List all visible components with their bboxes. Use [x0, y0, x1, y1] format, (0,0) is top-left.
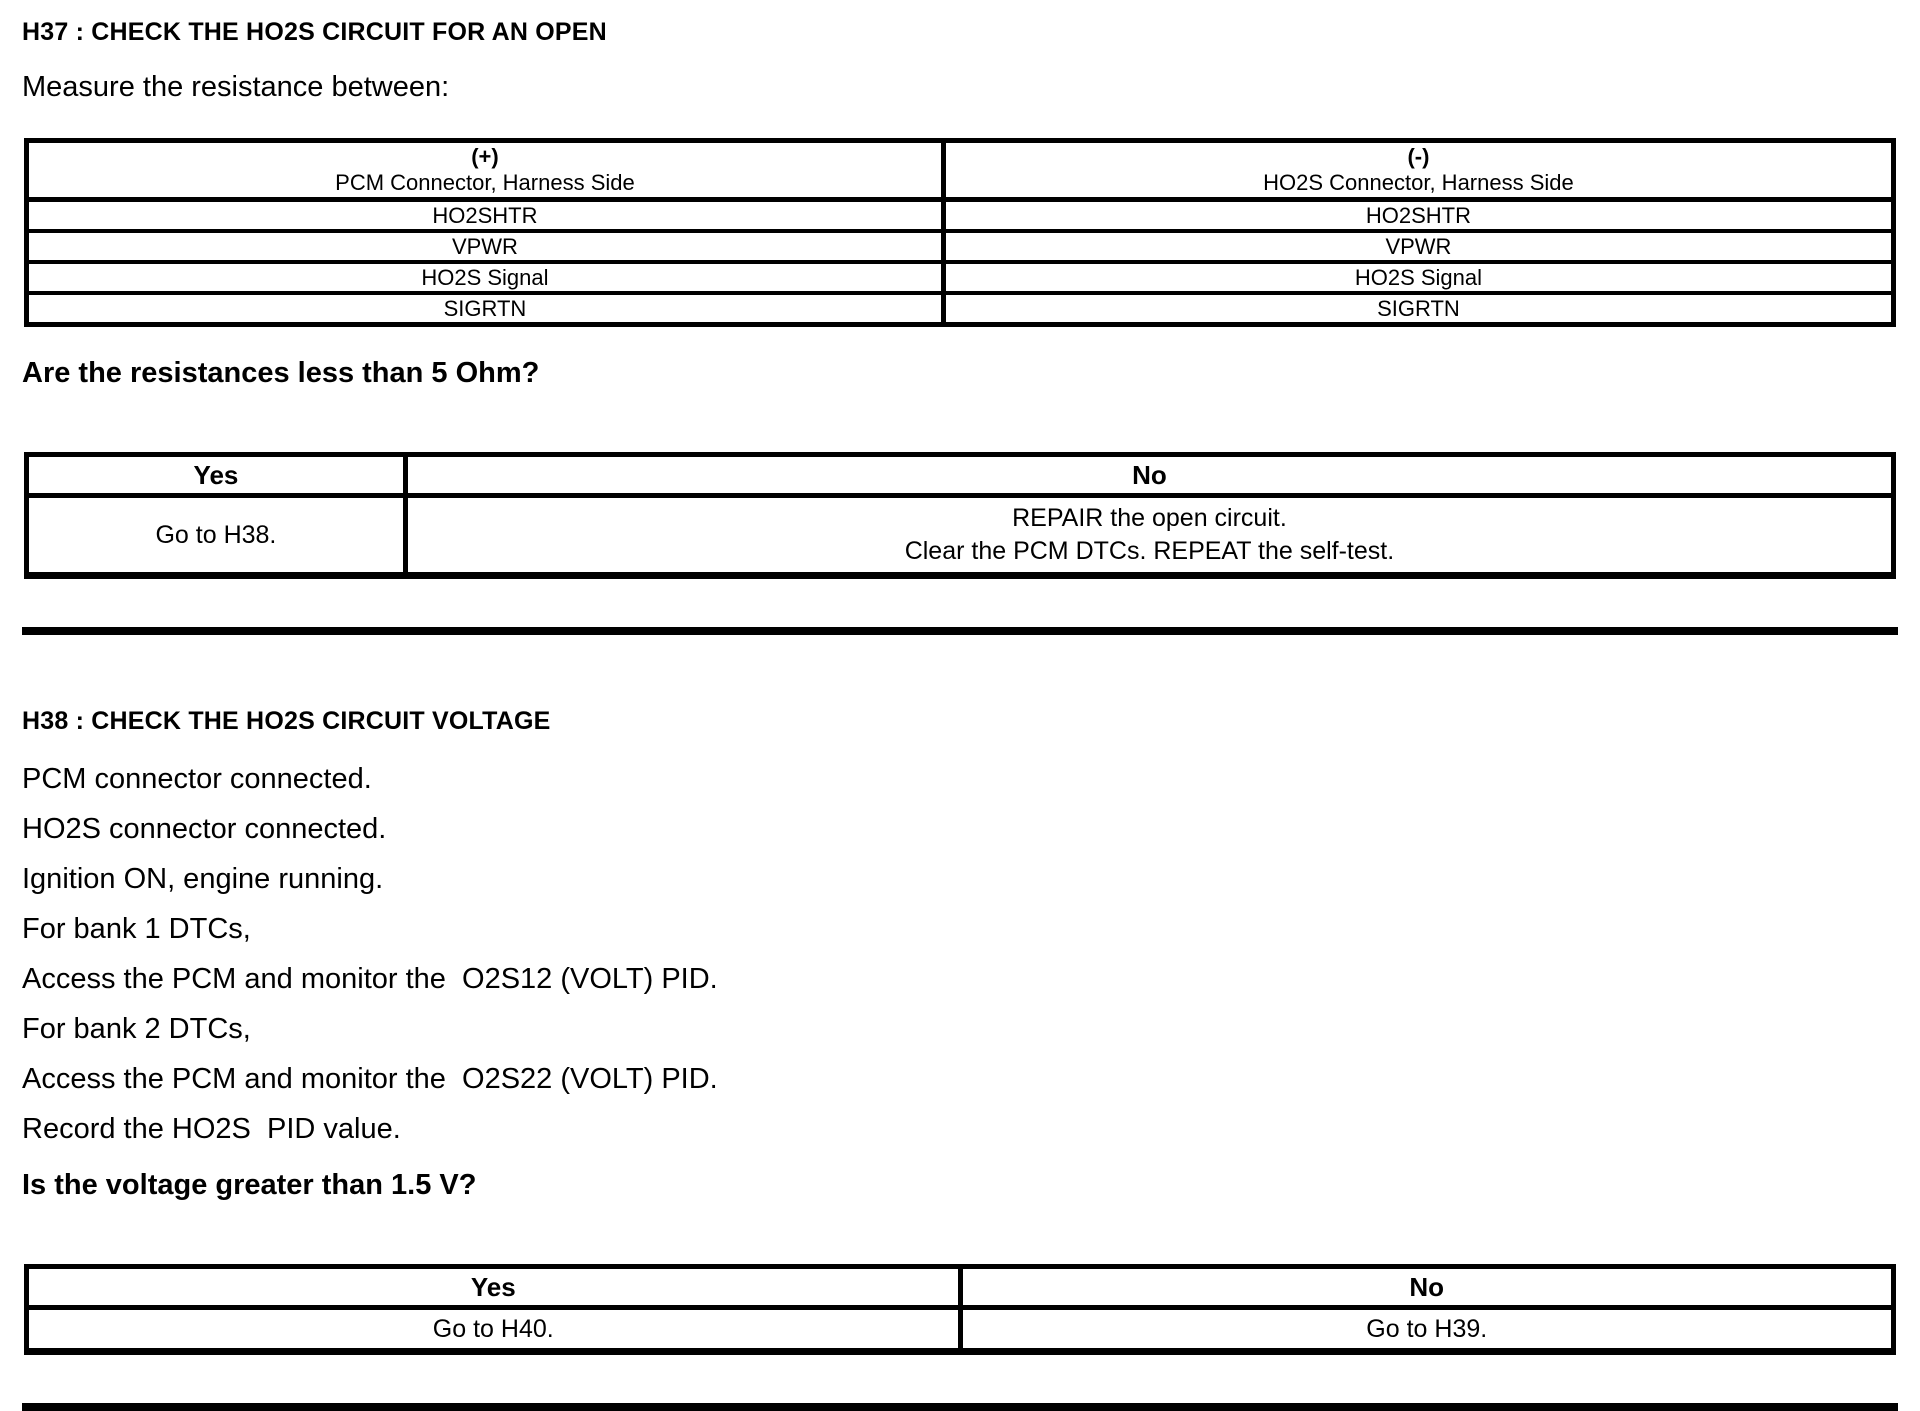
yes-header: Yes	[27, 455, 406, 496]
measurement-header-positive	[27, 141, 944, 200]
decision-header-row	[27, 455, 1894, 496]
step-h38-instructions	[22, 754, 1898, 1154]
instruction-line: For bank 2 DTCs,	[22, 1013, 251, 1045]
step-h37-title: H37 : CHECK THE HO2S CIRCUIT FOR AN OPEN	[22, 18, 607, 46]
instruction-line: Access the PCM and monitor the O2S22 (VOLT) PID.	[22, 1063, 718, 1095]
pin-cell: HO2S Signal	[27, 262, 944, 293]
decision-table-h38	[24, 1264, 1896, 1355]
table-row	[27, 262, 1894, 293]
measurement-header-negative	[943, 141, 1893, 200]
polarity-minus-label: (-)	[1407, 144, 1430, 169]
step-h37-question: Are the resistances less than 5 Ohm?	[22, 357, 540, 389]
no-action-cell	[405, 496, 1893, 576]
yes-header: Yes	[27, 1267, 961, 1308]
ho2s-connector-label: HO2S Connector, Harness Side	[1263, 170, 1574, 195]
no-action-cell: Go to H39.	[1366, 1314, 1488, 1343]
table-row	[27, 293, 1894, 325]
decision-body-row	[27, 1308, 1894, 1352]
instruction-line: PCM connector connected.	[22, 763, 372, 795]
instruction-line: Record the HO2S PID value.	[22, 1113, 401, 1145]
instruction-line: HO2S connector connected.	[22, 813, 387, 845]
yes-action-cell: Go to H40.	[27, 1308, 961, 1352]
pin-cell: HO2SHTR	[943, 200, 1893, 232]
pin-cell: SIGRTN	[27, 293, 944, 325]
step-h38	[22, 635, 1898, 1355]
yes-action-cell: Go to H38.	[27, 496, 406, 576]
no-header: No	[405, 455, 1893, 496]
pin-cell: HO2SHTR	[27, 200, 944, 232]
no-header: No	[960, 1267, 1894, 1308]
no-action-line: Clear the PCM DTCs. REPEAT the self-test.	[904, 537, 1395, 565]
step-h38-question: Is the voltage greater than 1.5 V?	[22, 1169, 477, 1201]
decision-table-h37	[24, 452, 1896, 579]
step-h38-title: H38 : CHECK THE HO2S CIRCUIT VOLTAGE	[22, 707, 551, 735]
pin-cell: HO2S Signal	[943, 262, 1893, 293]
pin-cell: VPWR	[27, 231, 944, 262]
no-action-line: REPAIR the open circuit.	[1012, 504, 1287, 532]
table-row	[27, 200, 1894, 232]
pin-cell: SIGRTN	[1377, 295, 1460, 321]
section-divider	[22, 627, 1898, 635]
pin-cell: VPWR	[943, 231, 1893, 262]
decision-header-row	[27, 1267, 1894, 1308]
polarity-plus-label: (+)	[471, 144, 499, 169]
measurement-table-header-row	[27, 141, 1894, 200]
decision-body-row	[27, 496, 1894, 576]
instruction-line: Access the PCM and monitor the O2S12 (VOLT) PID.	[22, 963, 718, 995]
table-row	[27, 231, 1894, 262]
step-h37-intro: Measure the resistance between:	[22, 71, 450, 103]
step-h37	[22, 0, 1898, 579]
measurement-table	[24, 138, 1896, 327]
instruction-line: Ignition ON, engine running.	[22, 863, 384, 895]
section-divider	[22, 1403, 1898, 1411]
pcm-connector-label: PCM Connector, Harness Side	[335, 170, 635, 195]
instruction-line: For bank 1 DTCs,	[22, 913, 251, 945]
